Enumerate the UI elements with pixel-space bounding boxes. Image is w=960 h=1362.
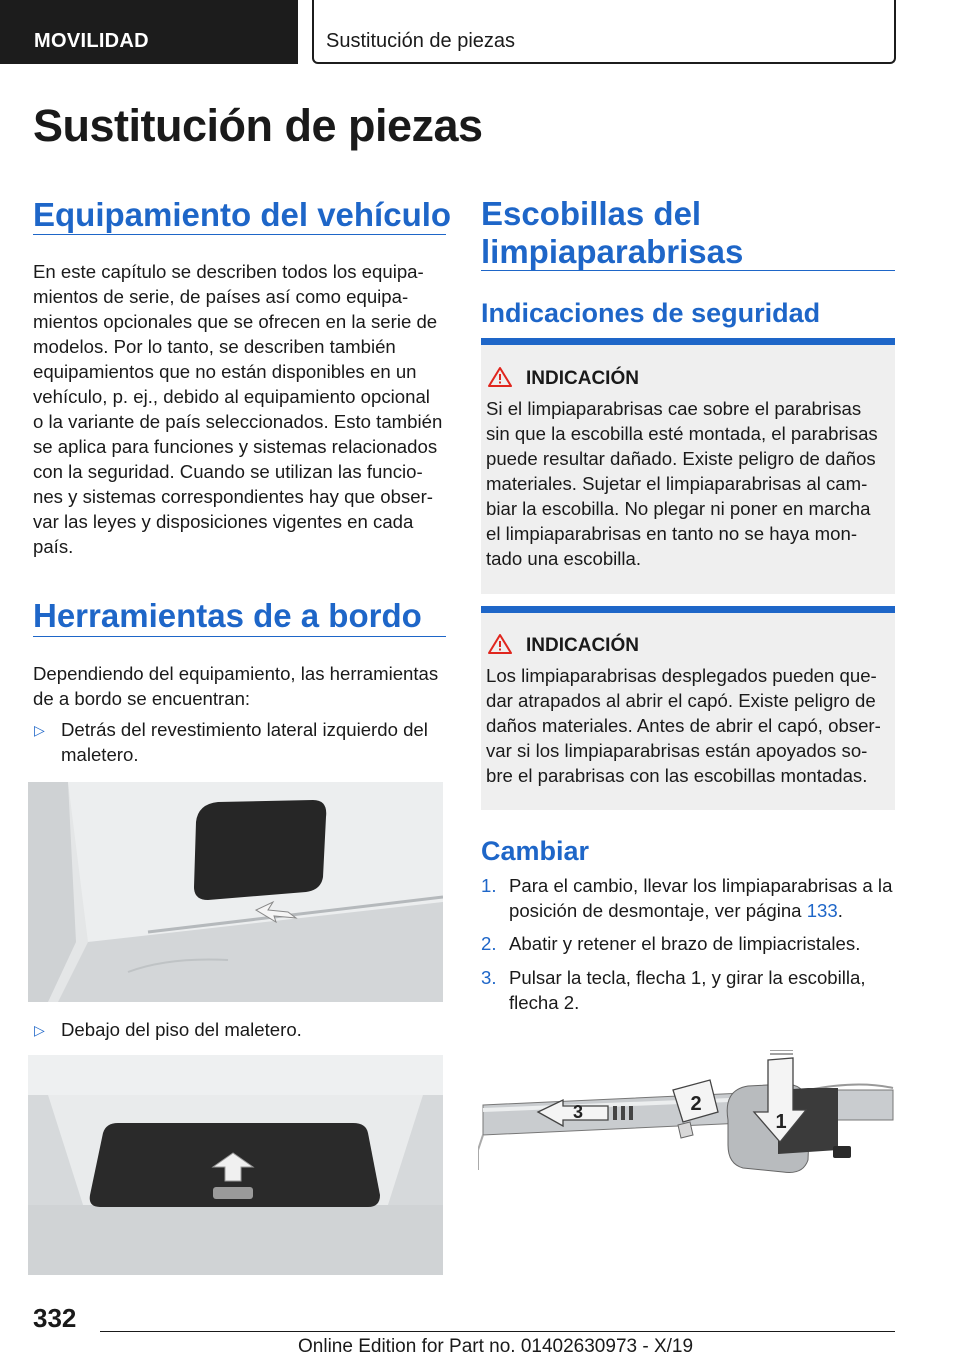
- page-title: Sustitución de piezas: [33, 100, 483, 151]
- list-item: [481, 965, 896, 1015]
- arrow-label-1: 1: [775, 1111, 787, 1133]
- text-line: o la variante de país seleccionados. Esto también: [33, 411, 443, 432]
- heading-rule: [481, 270, 895, 271]
- arrow-label-2: 2: [690, 1093, 702, 1115]
- text-line: modelos. Por lo tanto, se describen también: [33, 336, 396, 357]
- heading-wiper-blades: [481, 195, 901, 271]
- equipment-paragraph: [33, 259, 453, 559]
- note-label: INDICACIÓN: [526, 635, 639, 656]
- step-text: [509, 873, 892, 923]
- text-line: biar la escobilla. No plegar ni poner en marcha: [486, 498, 871, 519]
- text-line: flecha 2.: [509, 992, 580, 1013]
- text-line: mientos opcionales que se ofrecen en la serie de: [33, 311, 438, 332]
- wiper-blade-illustration: [478, 1050, 898, 1220]
- heading-change: Cambiar: [481, 836, 590, 866]
- heading-safety: Indicaciones de seguridad: [481, 298, 821, 328]
- bullet-item: Debajo del piso del maletero.: [61, 1019, 302, 1040]
- text-line: puede resultar dañado. Existe peligro de daños: [486, 448, 876, 469]
- text-line: maletero.: [61, 744, 139, 765]
- step-number: 2.: [481, 933, 497, 954]
- text-fragment: .: [837, 900, 843, 921]
- text-line: de a bordo se encuentran:: [33, 688, 251, 709]
- text-line: Pulsar la tecla, flecha 1, y girar la escobilla,: [509, 967, 866, 988]
- step-number: 1.: [481, 875, 497, 896]
- note-label: INDICACIÓN: [526, 368, 639, 389]
- heading-line: Escobillas del: [481, 195, 702, 232]
- section-tab: MOVILIDAD: [0, 0, 298, 64]
- footer-rule: [100, 1331, 895, 1332]
- text-line: materiales. Sujetar el limpiaparabrisas al cam-: [486, 473, 868, 494]
- bullet-triangle-icon: ▷: [34, 1022, 45, 1038]
- text-fragment: posición de desmontaje, ver página: [509, 900, 807, 921]
- step-text: [509, 965, 866, 1015]
- note-text: [486, 663, 891, 788]
- tools-paragraph: [33, 661, 453, 711]
- page-number: 332: [33, 1303, 77, 1333]
- step-number: 3.: [481, 967, 497, 988]
- header-title: Sustitución de piezas: [326, 30, 516, 52]
- heading-equipment: Equipamiento del vehículo: [33, 196, 452, 233]
- warning-triangle-icon: [487, 633, 513, 655]
- text-line: país.: [33, 536, 74, 557]
- text-line: equipamientos que no están disponibles en un: [33, 361, 417, 382]
- bullet-item: [61, 717, 451, 767]
- text-line: bre el parabrisas con las escobillas montadas.: [486, 765, 868, 786]
- heading-line: limpiaparabrisas: [481, 233, 744, 270]
- text-line: vehículo, p. ej., debido al equipamiento opcional: [33, 386, 430, 407]
- heading-tools: Herramientas de a bordo: [33, 597, 422, 634]
- page-link[interactable]: 133: [806, 900, 838, 921]
- text-line: Para el cambio, llevar los limpiaparabrisas a la: [509, 875, 893, 896]
- step-text: Abatir y retener el brazo de limpiacristales.: [509, 933, 861, 954]
- text-line: var las leyes y disposiciones vigentes en cada: [33, 511, 414, 532]
- heading-rule: [33, 234, 446, 235]
- bullet-triangle-icon: ▷: [34, 722, 45, 738]
- note-text: [486, 396, 891, 571]
- arrow-label-3: 3: [572, 1102, 584, 1122]
- text-line: Si el limpiaparabrisas cae sobre el parabrisas: [486, 398, 862, 419]
- text-line: daños materiales. Antes de abrir el capó, obser-: [486, 715, 881, 736]
- trunk-side-panel-drawing: [28, 782, 443, 1002]
- text-line: En este capítulo se describen todos los equipa-: [33, 261, 424, 282]
- text-line: nes y sistemas correspondientes hay que obser-: [33, 486, 433, 507]
- text-line: se aplica para funciones y sistemas relacionados: [33, 436, 438, 457]
- warning-triangle-icon: [487, 366, 513, 388]
- heading-rule: [33, 636, 446, 637]
- text-line: sin que la escobilla esté montada, el parabrisas: [486, 423, 878, 444]
- trunk-floor-drawing: [28, 1055, 443, 1275]
- text-line: var si los limpiaparabrisas están apoyados so-: [486, 740, 868, 761]
- text-line: tado una escobilla.: [486, 548, 642, 569]
- list-item: [481, 931, 896, 965]
- text-line: [509, 898, 892, 923]
- steps-list: [481, 873, 896, 1015]
- text-line: con la seguridad. Cuando se utilizan las funcio-: [33, 461, 423, 482]
- text-line: Los limpiaparabrisas desplegados pueden que-: [486, 665, 877, 686]
- trunk-side-panel-image: [28, 782, 443, 1002]
- text-line: mientos de serie, de países así como equipa-: [33, 286, 409, 307]
- footer-edition: Online Edition for Part no. 01402630973 - X/19: [298, 1336, 694, 1357]
- text-line: Dependiendo del equipamiento, las herramientas: [33, 663, 439, 684]
- text-line: Detrás del revestimiento lateral izquierdo del: [61, 719, 428, 740]
- text-line: el limpiaparabrisas en tanto no se haya mon-: [486, 523, 858, 544]
- list-item: [481, 873, 896, 923]
- trunk-floor-image: [28, 1055, 443, 1275]
- text-line: dar atrapados al abrir el capó. Existe peligro de: [486, 690, 876, 711]
